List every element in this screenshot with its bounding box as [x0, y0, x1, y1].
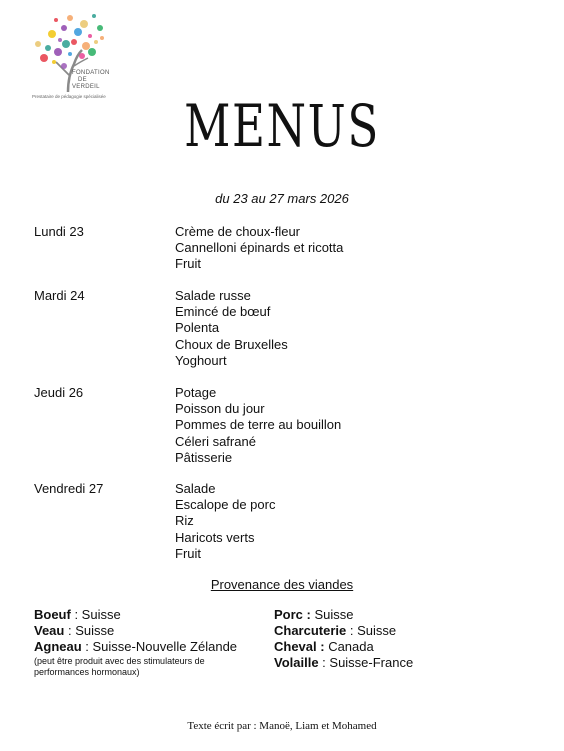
- logo-dot: [45, 45, 51, 51]
- logo-name: FONDATION DE VERDEIL: [72, 70, 110, 90]
- dish-item: Céleri safrané: [175, 433, 256, 449]
- dish-item: Emincé de bœuf: [175, 304, 271, 320]
- logo-dot: [58, 38, 62, 42]
- meat-origin: : Suisse-Nouvelle Zélande: [81, 639, 238, 654]
- meat-name: Cheval :: [274, 639, 325, 654]
- logo-dot: [71, 39, 77, 45]
- meat-origin: : Suisse: [64, 623, 115, 638]
- logo-dot: [35, 41, 41, 47]
- meat-name: Veau: [34, 623, 65, 638]
- meat-origin: : Suisse-France: [318, 655, 414, 670]
- logo-dot: [61, 63, 67, 69]
- meat-name: Porc :: [274, 607, 311, 622]
- logo-dot: [92, 14, 96, 18]
- logo-dot: [94, 40, 98, 44]
- meat-origin: Suisse: [310, 607, 354, 622]
- dish-item: Pommes de terre au bouillon: [175, 417, 342, 433]
- logo-dot: [88, 34, 92, 38]
- meat-origin: : Suisse: [346, 623, 397, 638]
- logo-dot: [52, 60, 56, 64]
- meat-origin-row: [34, 607, 237, 623]
- logo-dot: [62, 40, 70, 48]
- page-title: MENUS: [184, 92, 380, 160]
- day-label: Mardi 24: [34, 288, 85, 303]
- logo-dot: [68, 52, 72, 56]
- logo-dot: [48, 30, 56, 38]
- meat-origin: Canada: [324, 639, 374, 654]
- logo-dot: [97, 25, 103, 31]
- dish-list: [175, 288, 288, 369]
- day-label: Lundi 23: [34, 224, 84, 239]
- provenance-left-column: [34, 607, 237, 655]
- dish-item: Haricots verts: [175, 529, 255, 545]
- logo-dot: [54, 48, 62, 56]
- logo-dot: [61, 25, 67, 31]
- dish-list: [175, 481, 275, 562]
- meat-origin-row: [274, 623, 413, 639]
- dish-item: Poisson du jour: [175, 401, 265, 417]
- day-label: Vendredi 27: [34, 481, 104, 496]
- meat-name: Charcuterie: [274, 623, 347, 638]
- dish-item: Yoghourt: [175, 352, 227, 368]
- dish-item: Salade: [175, 481, 216, 496]
- meat-origin: : Suisse: [70, 607, 121, 622]
- meat-origin-row: [274, 607, 413, 623]
- meat-origin-row: [274, 639, 413, 655]
- logo-dot: [82, 42, 90, 50]
- logo-dot: [79, 53, 85, 59]
- meat-origin-row: [274, 655, 413, 671]
- dish-item: Crème de choux-fleur: [175, 224, 300, 239]
- dish-item: Fruit: [175, 256, 201, 272]
- meat-origin-row: [34, 639, 237, 655]
- logo-dot: [74, 28, 82, 36]
- meat-name: Boeuf: [34, 607, 71, 622]
- fondation-logo: [30, 14, 140, 104]
- dish-item: Pâtisserie: [175, 449, 233, 465]
- dish-item: Polenta: [175, 320, 220, 336]
- dish-item: Choux de Bruxelles: [175, 336, 288, 352]
- day-label: Jeudi 26: [34, 385, 84, 400]
- logo-dot: [40, 54, 48, 62]
- dish-item: Salade russe: [175, 288, 251, 303]
- logo-dot: [67, 15, 73, 21]
- logo-tagline: Prestataire de pédagogie spécialisée: [32, 94, 106, 99]
- dish-item: Fruit: [175, 545, 201, 561]
- dish-item: Riz: [175, 513, 194, 529]
- dish-item: Potage: [175, 385, 217, 400]
- logo-dot: [100, 36, 104, 40]
- meat-name: Volaille: [274, 655, 319, 670]
- meat-name: Agneau: [34, 639, 82, 654]
- footer-credits: Texte écrit par : Manoë, Liam et Mohamed: [187, 720, 377, 732]
- provenance-title: Provenance des viandes: [210, 577, 354, 592]
- logo-dot: [54, 18, 58, 22]
- dish-list: [175, 224, 343, 273]
- dish-list: [175, 385, 341, 466]
- logo-dot: [80, 20, 88, 28]
- provenance-right-column: [274, 607, 413, 671]
- meat-origin-row: [34, 623, 237, 639]
- logo-dot: [88, 48, 96, 56]
- hormone-note: (peut être produit avec des stimulateurs de performances hormonaux): [34, 656, 205, 677]
- dish-item: Escalope de porc: [175, 497, 276, 513]
- date-range: du 23 au 27 mars 2026: [215, 191, 349, 206]
- dish-item: Cannelloni épinards et ricotta: [175, 240, 344, 256]
